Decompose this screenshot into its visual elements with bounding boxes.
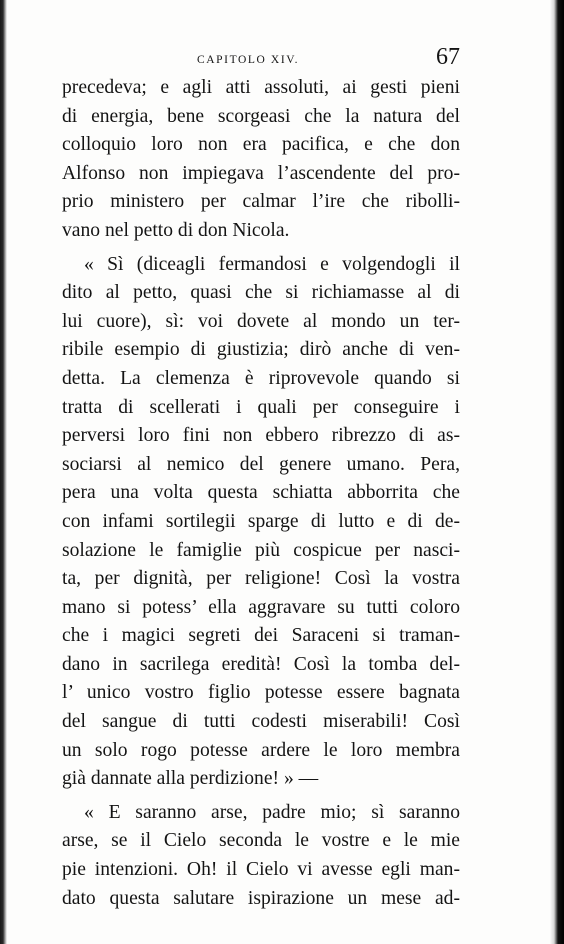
page-header: [62, 44, 460, 72]
text-line: ta, per dignità, per religione! Così la vostra: [62, 568, 460, 590]
text-line: « Sì (diceagli fermandosi e volgendogli il: [84, 253, 460, 275]
text-line: Alfonso non impiegava l’ascendente del pro-: [62, 162, 460, 184]
text-line: vano nel petto di don Nicola.: [62, 219, 290, 241]
text-line: arse, se il Cielo seconda le vostre e le mie: [62, 830, 460, 852]
running-head: CAPITOLO XIV.: [197, 54, 300, 66]
text-line: tratta di scellerati i quali per conseguire i: [62, 396, 460, 418]
text-line: che i magici segreti dei Saraceni si traman-: [62, 625, 460, 647]
text-line: mano si potess’ ella aggravare su tutti coloro: [62, 596, 460, 618]
paragraph: [62, 74, 460, 246]
text-line: solazione le famiglie più cospicue per nasci-: [62, 539, 460, 561]
text-line: prio ministero per calmar l’ire che ribolli-: [62, 191, 460, 213]
page-number: 67: [436, 44, 460, 70]
page-right-edge-shadow: [550, 0, 564, 944]
text-line: dano in sacrilega eredità! Così la tomba del-: [62, 653, 460, 675]
text-line: di energia, bene scorgeasi che la natura del: [62, 105, 460, 127]
text-line: colloquio loro non era pacifica, e che don: [62, 134, 460, 156]
text-line: l’ unico vostro figlio potesse essere bagnata: [62, 682, 460, 704]
paragraph: [62, 251, 460, 794]
text-line: già dannate alla perdizione! » —: [62, 768, 319, 790]
text-line: dito al petto, quasi che si richiamasse al di: [62, 282, 460, 304]
text-line: pie intenzioni. Oh! il Cielo vi avesse egli man-: [62, 859, 460, 881]
text-line: precedeva; e agli atti assoluti, ai gesti pieni: [62, 77, 460, 98]
text-line: perversi loro fini non ebbero ribrezzo di as-: [62, 425, 460, 447]
text-line: sociarsi al nemico del genere umano. Pera,: [62, 453, 460, 475]
text-line: ribile esempio di giustizia; dirò anche di ven-: [62, 339, 460, 361]
body-text: [62, 74, 460, 913]
text-line: con infami sortilegii sparge di lutto e di de-: [62, 510, 460, 532]
text-line: « E saranno arse, padre mio; sì saranno: [84, 801, 460, 823]
paragraph: [62, 799, 460, 913]
text-line: del sangue di tutti codesti miserabili! Così: [62, 711, 460, 733]
text-line: un solo rogo potesse ardere le loro membra: [62, 739, 460, 761]
page-left-edge-shadow: [0, 0, 7, 944]
text-line: dato questa salutare ispirazione un mese ad-: [62, 887, 460, 909]
text-line: detta. La clemenza è riprovevole quando si: [62, 367, 460, 389]
text-line: lui cuore), sì: voi dovete al mondo un ter-: [62, 310, 460, 332]
text-line: pera una volta questa schiatta abborrita che: [62, 482, 460, 504]
